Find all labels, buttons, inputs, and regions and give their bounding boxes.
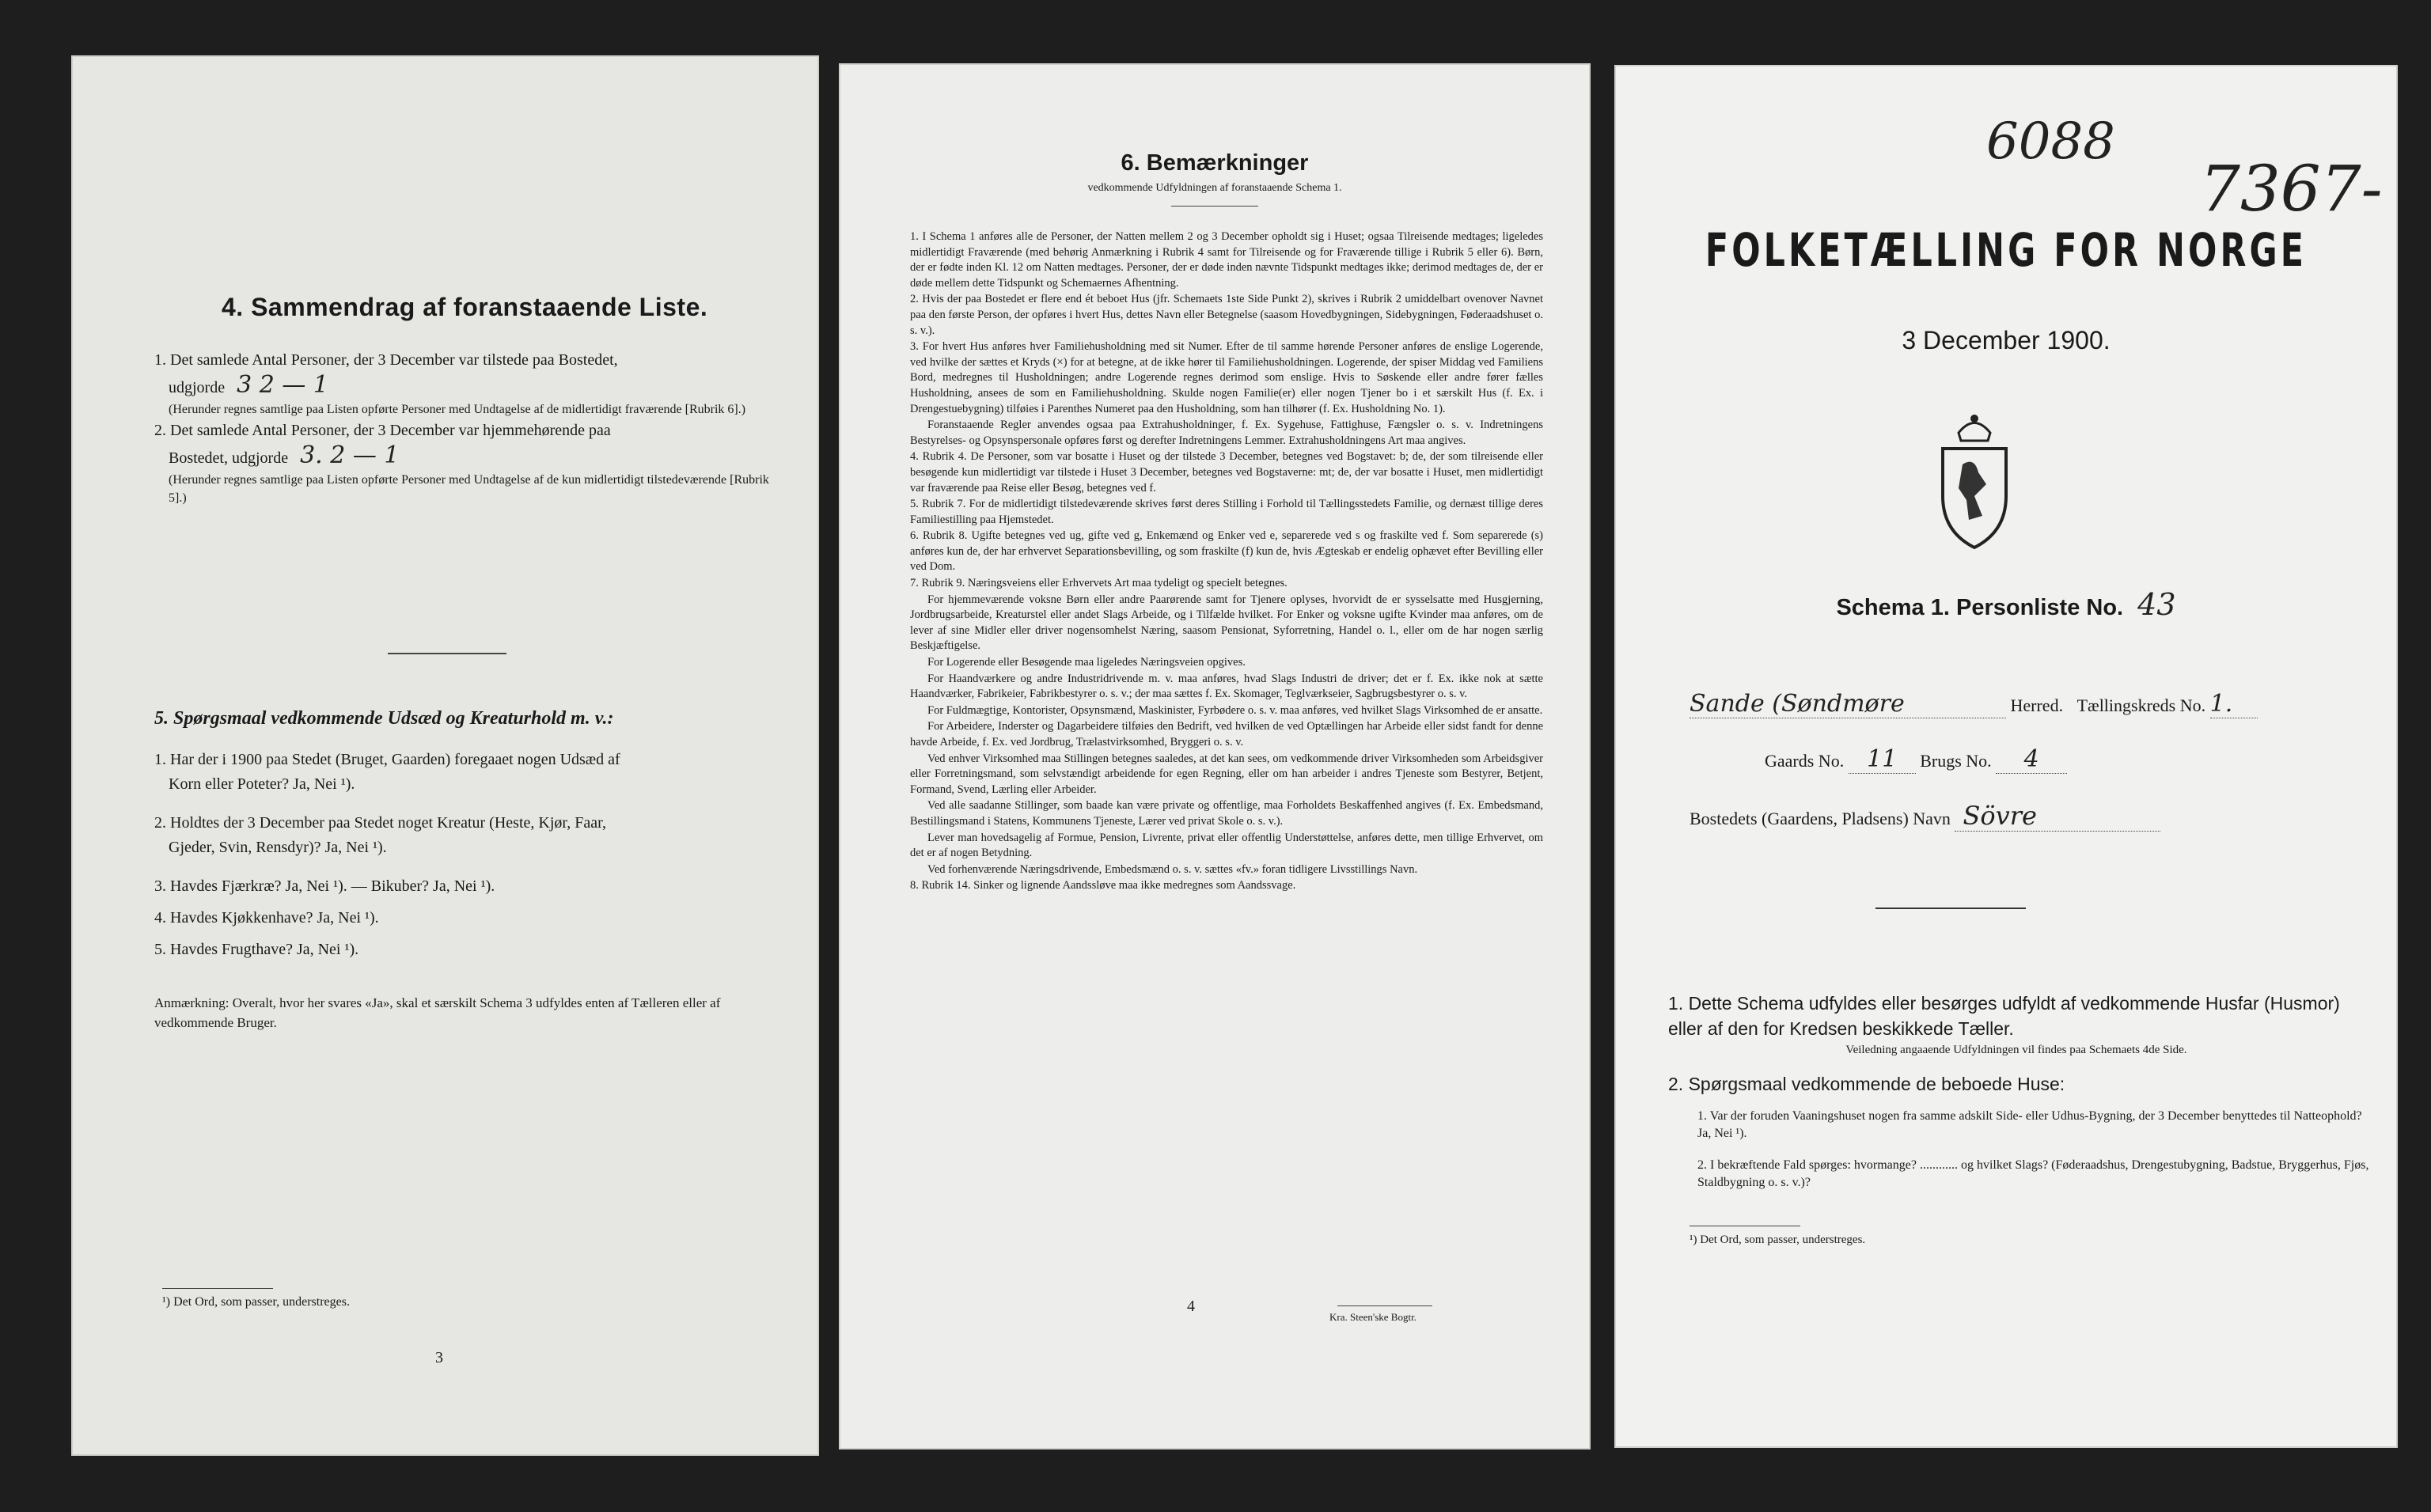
remark-item: 5. Rubrik 7. For de midlertidigt tilstedeværende skrives først deres Stilling i Forhold til Tællingsstedets Familie, og dernæst tillige deres Familiestilling paa Hjemstedet. xyxy=(910,498,1543,526)
kreds-value: 1. xyxy=(2210,690,2258,718)
anmerkning: Anmærkning: Overalt, hvor her svares «Ja», skal et særskilt Schema 3 udfyldes enten af Tælleren eller af vedkommende Bruger. xyxy=(154,995,721,1030)
brugs-value: 4 xyxy=(1996,745,2067,774)
handwritten-archive-number: 6088 xyxy=(1986,112,2115,171)
remark-item: For Haandværkere og andre Industridrivende m. v. maa anføres, hvad Slags Industri de driver; det er f. Ex. ikke nok at sætte Haandværker, Fabrikeier, Fabrikbestyrer o. s. v.; der maa sættes f. Ex. Skomager, Teglværkseier, Sagbrugsbestyrer o. s. v. xyxy=(910,672,1543,701)
gaard-line: Gaards No. 11 Brugs No. 4 xyxy=(1690,745,2398,774)
section-4-title: 4. Sammendrag af foranstaaende Liste. xyxy=(222,293,708,321)
remarks-list xyxy=(910,229,1543,895)
footnote: ¹) Det Ord, som passer, understreges. xyxy=(162,1295,350,1309)
remark-item: For hjemmeværende voksne Børn eller andre Paarørende samt for Tjenere oplyses, hvorvidt de er sysselsatte med Husgjerning, Jordbrugsarbeide, Kreaturstel eller andet Slags Arbeide, og i Tilfælde hvilket. For Enker og voksne ugifte Kvinder maa anføres, om de lever af sine Midler eller driver nogensomhelst Næring, saasom Pensionat, Syforretning, Handel o. l., eller om de har nogen særlig Beskjæftigelse. xyxy=(910,593,1543,653)
title-page xyxy=(1614,65,2398,1448)
schema-line: Schema 1. Personliste No. 43 xyxy=(1836,587,2176,622)
section-6-title: 6. Bemærkninger xyxy=(1121,150,1309,176)
remark-item: For Fuldmægtige, Kontorister, Opsynsmænd, Maskinister, Fyrbødere o. s. v. maa anføres, ved hvilket Slags Virksomhed de er ansatte. xyxy=(927,703,1543,717)
remark-item: 7. Rubrik 9. Næringsveiens eller Erhvervets Art maa tydeligt og specielt betegnes. xyxy=(910,577,1288,590)
question-4: 4. Havdes Kjøkkenhave? Ja, Nei ¹). xyxy=(154,909,379,927)
personliste-number: 43 xyxy=(2137,587,2176,622)
remark-item: Lever man hovedsagelig af Formue, Pension, Livrente, privat eller offentlig Understøttelse, anføres dette, men tillige Erhvervet, om det er af nogen Betydning. xyxy=(910,831,1543,860)
summary-item-2: 2. Det samlede Antal Personer, der 3 December var hjemmehørende paa xyxy=(154,422,611,439)
footnote: ¹) Det Ord, som passer, understreges. xyxy=(1690,1233,1866,1246)
question-5: 5. Havdes Frugthave? Ja, Nei ¹). xyxy=(154,941,359,958)
section-5-title: 5. Spørgsmaal vedkommende Udsæd og Kreaturhold m. v.: xyxy=(154,708,614,729)
summary-item-2-value: Bostedet, udgjorde 3. 2 — 1 xyxy=(169,441,400,469)
instruction-2-2: 2. I bekræftende Fald spørges: hvormange? ............ og hvilket Slags? (Føderaadshus, Drengestubygning, Badstue, Bryggerhus, Fjøs, Staldbygning o. s. v.)? xyxy=(1697,1158,2369,1189)
remark-item: 1. I Schema 1 anføres alle de Personer, der Natten mellem 2 og 3 December opholdt sig i Huset; ogsaa Tilreisende medtages; ligeledes midlertidigt Fraværende (med behørig Anmærkning i Rubrik 4 samt for Tilreisende og for Fraværende tillige i Rubrik 5 eller 6). Børn, der er fødte inden Kl. 12 om Natten medtages. Personer, der er døde inden nævnte Tidspunkt medtages ikke; derimod medtages de, der er døde mellem dette Tidspunkt og Schemaernes Afhentning. xyxy=(910,230,1543,290)
page-3 xyxy=(71,55,819,1456)
bosted-line: Bostedets (Gaardens, Pladsens) Navn Sövre xyxy=(1690,801,2362,832)
remark-item: Ved enhver Virksomhed maa Stillingen betegnes saaledes, at det kan sees, om vedkommende driver Virksomheden som Arbeidsgiver eller Forretningsmand, som selvstændigt arbeidende for egen Regning, eller om han arbeider i andres Tjeneste som Bestyrer, Betjent, Formand, Svend, Lærling eller Arbeider. xyxy=(910,752,1543,796)
remark-item: 8. Rubrik 14. Sinker og lignende Aandssløve maa ikke medregnes som Aandssvage. xyxy=(910,879,1296,892)
page-number: 3 xyxy=(435,1349,443,1366)
remark-item: Foranstaaende Regler anvendes ogsaa paa Extrahusholdninger, f. Ex. Sygehuse, Fattighuse, Fængsler o. s. v. Indretningens Bestyrelses- og Opsynspersonale opføres først og derefter Indretningens Lemmer. Extrahusholdningens Art maa angives. xyxy=(910,419,1543,447)
coat-of-arms-icon xyxy=(1931,409,2018,551)
divider xyxy=(388,653,506,654)
herred-value: Sande (Søndmøre xyxy=(1690,690,2006,718)
remark-item: 4. Rubrik 4. De Personer, som var bosatte i Huset og der tilstede 3 December, betegnes ved Bogstavet: b; de, der som tilreisende eller besøgende kun midlertidigt var tilstede i Huset 3 December, betegnes ved Bogstaverne: mt; de, der var bosatte i Huset, men midlertidigt var fraværende paa Reise eller Besøg, betegnes ved f. xyxy=(910,450,1543,495)
remark-item: 2. Hvis der paa Bostedet er flere end ét beboet Hus (jfr. Schemaets 1ste Side Punkt 2), skrives i Rubrik 2 umiddelbart ovenover Navnet paa den første Person, der opføres i hvert Hus, dettes Navn eller Betegnelse (saasom Hovedbygningen, Sidebygningen, Føderaadshuset o. s. v.). xyxy=(910,293,1543,337)
question-1: 1. Har der i 1900 paa Stedet (Bruget, Gaarden) foregaaet nogen Udsæd af Korn eller Poteter? Ja, Nei ¹). xyxy=(154,751,620,793)
instruction-2-1: 1. Var der foruden Vaaningshuset nogen fra samme adskilt Side- eller Udhus-Bygning, der 3 December benyttedes til Natteophold? Ja, Nei ¹). xyxy=(1697,1109,2362,1140)
census-date: 3 December 1900. xyxy=(1902,326,2111,354)
remark-item: Ved alle saadanne Stillinger, som baade kan være private og offentlige, maa Forholdets Beskaffenhed angives (f. Ex. Embedsmand, Bestillingsmand i Statens, Kommunens Tjeneste, Lærer ved privat Skole o. s. v.). xyxy=(910,799,1543,828)
question-2: 2. Holdtes der 3 December paa Stedet noget Kreatur (Heste, Kjør, Faar, Gjeder, Svin, Rensdyr)? Ja, Nei ¹). xyxy=(154,814,606,856)
herred-line: Sande (Søndmøre Herred. Tællingskreds No. 1. xyxy=(1690,690,2362,718)
summary-item-1-note: (Herunder regnes samtlige paa Listen opførte Personer med Undtagelse af de midlertidigt fraværende [Rubrik 6].) xyxy=(169,403,746,416)
page-4 xyxy=(839,63,1591,1449)
gaards-value: 11 xyxy=(1849,745,1916,774)
printer-imprint: Kra. Steen'ske Bogtr. xyxy=(1329,1311,1417,1323)
printer-rule xyxy=(1337,1305,1432,1306)
summary-list xyxy=(154,348,779,507)
handwritten-list-number: 7367- xyxy=(2200,152,2383,225)
census-title: FOLKETÆLLING FOR NORGE xyxy=(1705,223,2308,277)
footnote-rule xyxy=(162,1288,273,1289)
title-rule xyxy=(1171,206,1258,207)
handwritten-count-2: 3. 2 — 1 xyxy=(300,441,400,469)
divider xyxy=(1875,908,2026,909)
remark-item: For Logerende eller Besøgende maa ligeledes Næringsveien opgives. xyxy=(927,656,1246,669)
handwritten-count-1: 3 2 — 1 xyxy=(237,371,328,399)
summary-item-1-value: udgjorde 3 2 — 1 xyxy=(169,371,328,399)
summary-item-2-note: (Herunder regnes samtlige paa Listen opførte Personer med Undtagelse af de kun midlertidigt tilstedeværende [Rubrik 5].) xyxy=(169,473,769,505)
section-6-subtitle: vedkommende Udfyldningen af foranstaaende Schema 1. xyxy=(1087,182,1342,194)
instruction-1: 1. Dette Schema udfyldes eller besørges udfyldt af vedkommende Husfar (Husmor) eller af den for Kredsen beskikkede Tæller. Veiledning angaaende Udfyldningen vil findes paa Schemaets 4de Side. xyxy=(1668,993,2340,1056)
bosted-value: Sövre xyxy=(1955,801,2160,832)
remark-item: Ved forhenværende Næringsdrivende, Embedsmænd o. s. v. sættes «fv.» foran tidligere Livsstillings Navn. xyxy=(927,862,1418,876)
summary-item-1: 1. Det samlede Antal Personer, der 3 December var tilstede paa Bostedet, xyxy=(154,351,618,369)
instruction-2: 2. Spørgsmaal vedkommende de beboede Huse: xyxy=(1668,1074,2065,1094)
remark-item: 3. For hvert Hus anføres hver Familiehusholdning med sit Numer. Efter de til samme hørende Personer anføres de enslige Logerende, ved hvilke der sættes et Kryds (×) for at betegne, at de ikke hører til Familiehusholdningen. Logerende, der spiser Middag ved Familiens Bord, medregnes til Husholdningen; andre Logerende regnes derimod som enslige. Hvis to Søskende eller andre fører fælles Husholdning, ansees de som en Familiehusholdning. Skulde nogen Familie(er) eller nogen Tjener bo i et særskilt Hus (f. Ex. i Drengestuebygning) tilføies i Parenthes Numeret paa den Husholdning, som han tilhører (f. Ex. Husholdning No. 1). xyxy=(910,340,1543,415)
page-number: 4 xyxy=(1187,1298,1195,1315)
remark-item: For Arbeidere, Inderster og Dagarbeidere tilføies den Bedrift, ved hvilken de ved Optællingen har Arbeide eller sidst fandt for denne havde Arbeide, f. Ex. ved Jordbrug, Trælastvirksomhed, Bryggeri o. s. v. xyxy=(910,720,1543,748)
remark-item: 6. Rubrik 8. Ugifte betegnes ved ug, gifte ved g, Enkemænd og Enker ved e, separerede ved s og fraskilte ved f. Som separerede (s) anføres kun de, der har erhvervet Separationsbevilling, og som fraskilte (f) kun de, hvis Ægteskab er endelig ophævet efter Bevilling eller ved Dom. xyxy=(910,529,1543,574)
question-3: 3. Havdes Fjærkræ? Ja, Nei ¹). — Bikuber? Ja, Nei ¹). xyxy=(154,877,495,895)
